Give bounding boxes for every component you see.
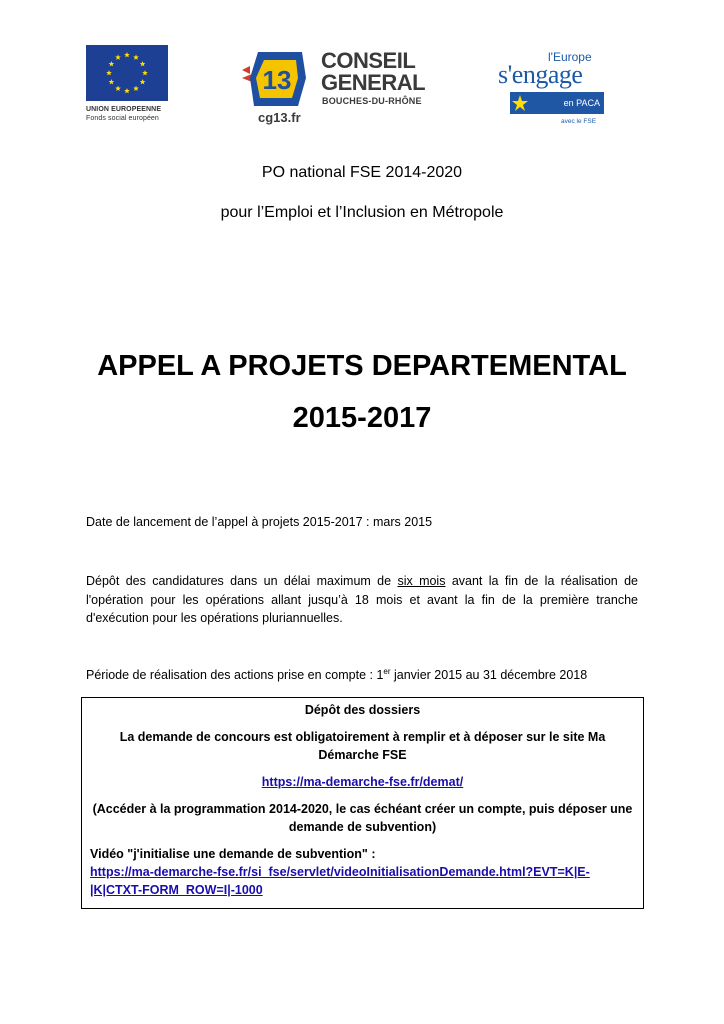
cg13-site-label: cg13.fr	[258, 110, 301, 125]
cg13-logo	[240, 48, 425, 128]
box-requirement: La demande de concours est obligatoirement à remplir et à déposer sur le site Ma Démarche FSE	[119, 730, 606, 762]
deposit-deadline-text	[86, 572, 638, 628]
paca-logo-line1: l'Europe	[548, 50, 592, 64]
cg13-logo-line1: CONSEIL	[321, 48, 416, 73]
eu-flag-icon	[86, 45, 168, 101]
video-label: Vidéo "j'initialise une demande de subvention" :	[90, 847, 376, 861]
deposit-text-part2: avant la fin de la réalisation de l'opération pour les opérations allant jusqu’à 18 mois et avant la fin de la première tranche d'exécution pour les opérations pluriannuelles.	[86, 574, 638, 625]
box-note: (Accéder à la programmation 2014-2020, le cas échéant créer un compte, puis déposer une demande de subvention)	[92, 802, 633, 834]
paca-star-icon	[510, 92, 540, 114]
period-text-part1: Période de réalisation des actions prise en compte : 1	[86, 668, 384, 682]
launch-date-text: Date de lancement de l’appel à projets 2015-2017 : mars 2015	[86, 515, 433, 529]
deposit-info-box	[81, 697, 644, 909]
period-text	[86, 666, 638, 685]
program-subtitle-2: pour l’Emploi et l’Inclusion en Métropole	[220, 204, 504, 221]
eu-star-icon	[140, 61, 146, 66]
video-block	[90, 845, 635, 899]
period-text-part2: janvier 2015 au 31 décembre 2018	[390, 668, 588, 682]
demat-link[interactable]: https://ma-demarche-fse.fr/demat/	[261, 775, 464, 789]
eu-star-icon	[106, 70, 112, 75]
video-link[interactable]: https://ma-demarche-fse.fr/si_fse/servlet/videoInitialisationDemande.html?EVT=K|E-|K|CTXT-FORM_ROW=I|-1000	[90, 865, 590, 897]
eu-star-icon	[142, 70, 148, 75]
program-subtitle: PO national FSE 2014-2020	[261, 164, 463, 181]
deposit-text-part1: Dépôt des candidatures dans un délai maximum de	[86, 574, 398, 588]
eu-star-icon	[133, 54, 139, 59]
paca-logo-line4: avec le FSE	[561, 118, 597, 125]
eu-star-icon	[124, 52, 130, 57]
page-title-years: 2015-2017	[292, 402, 432, 434]
eu-logo	[86, 45, 170, 123]
eu-star-icon	[109, 79, 115, 84]
eu-star-icon	[115, 54, 121, 59]
eu-star-icon	[109, 61, 115, 66]
paca-logo-line2: s'engage	[498, 60, 583, 89]
logo-bar	[0, 40, 724, 130]
eu-star-icon	[133, 86, 139, 91]
eu-logo-line1: UNION EUROPEENNE	[86, 106, 162, 113]
box-title: Dépôt des dossiers	[304, 703, 421, 717]
europe-paca-logo	[496, 50, 616, 130]
cg13-logo-line3: BOUCHES-DU-RHÔNE	[322, 96, 422, 106]
eu-logo-line2: Fonds social européen	[86, 115, 159, 122]
deposit-text-underlined: six mois	[397, 574, 446, 588]
period-text-sup: er	[383, 666, 391, 676]
page-title: APPEL A PROJETS DEPARTEMENTAL	[97, 350, 627, 382]
eu-star-icon	[124, 88, 130, 93]
paca-logo-bar	[510, 92, 604, 114]
eu-star-icon	[140, 79, 146, 84]
svg-text:13: 13	[262, 65, 292, 95]
cg13-logo-line2: GENERAL	[321, 70, 426, 95]
paca-logo-line3: en PACA	[563, 98, 600, 108]
eu-star-icon	[115, 86, 121, 91]
